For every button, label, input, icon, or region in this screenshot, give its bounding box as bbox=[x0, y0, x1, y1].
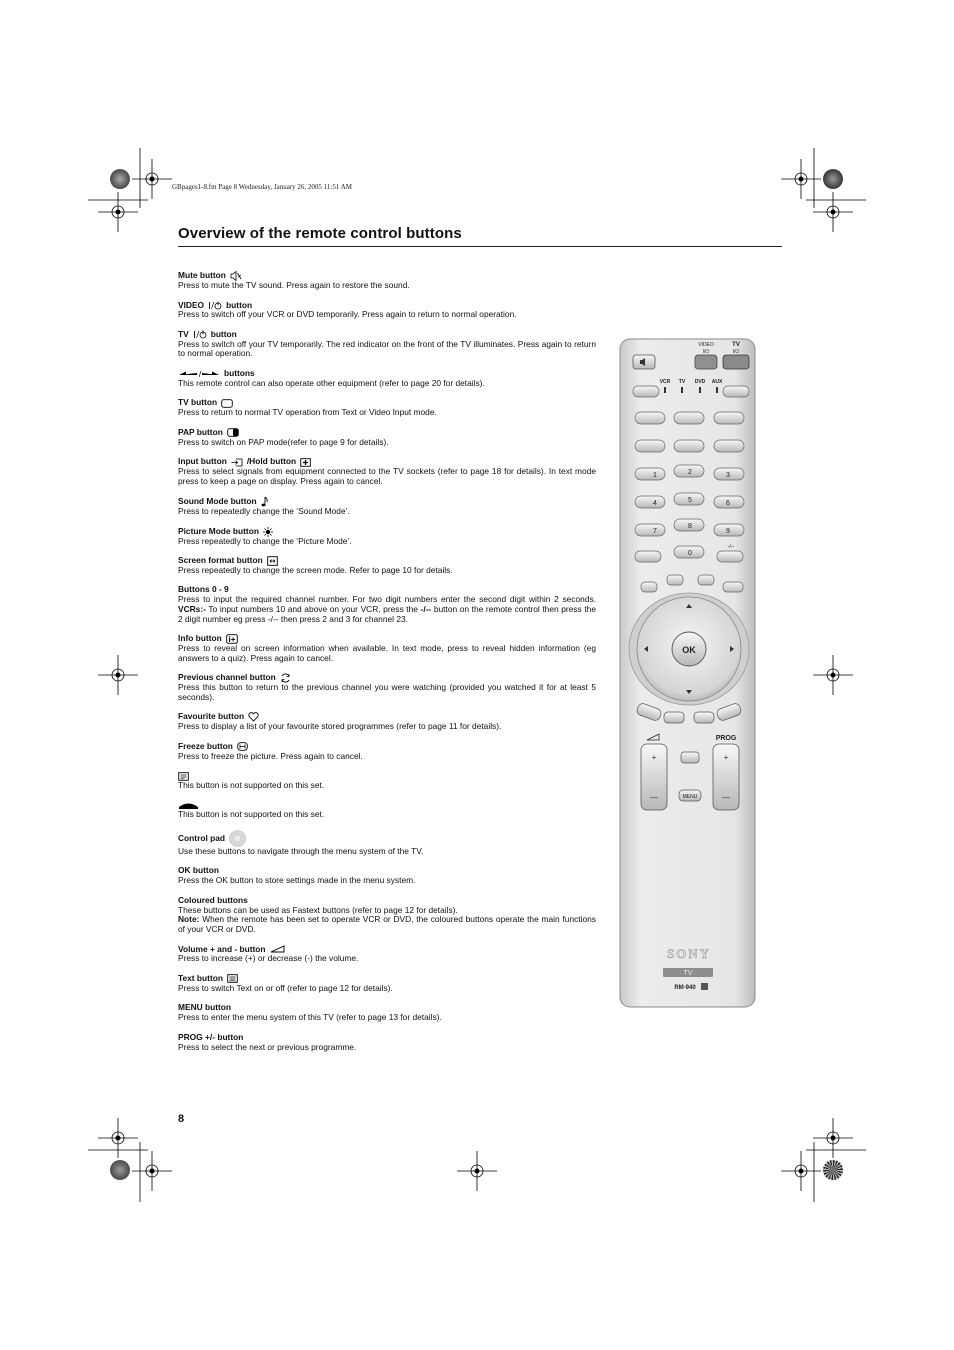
power-icon bbox=[193, 330, 207, 339]
entry-body: Press to mute the TV sound. Press again to restore the sound. bbox=[178, 280, 410, 290]
remote-sound-mode-button bbox=[635, 440, 665, 452]
entry-heading: PROG +/- button bbox=[178, 1031, 244, 1042]
entry-body: Press to enter the menu system of this TV (refer to page 13 for details). bbox=[178, 1012, 442, 1023]
entry-video-power bbox=[178, 300, 596, 320]
svg-text:i+: i+ bbox=[228, 635, 236, 645]
remote-dash-label: -/-- bbox=[727, 544, 735, 550]
remote-tv-label: TV bbox=[732, 342, 740, 348]
entry-heading: Previous channel button bbox=[178, 672, 276, 683]
volume-icon bbox=[270, 945, 285, 953]
color-disc-icon bbox=[823, 169, 843, 189]
entry-body: This button is not supported on this set. bbox=[178, 809, 325, 820]
entry-heading: Text button bbox=[178, 972, 223, 983]
remote-favourite-button bbox=[698, 575, 714, 585]
registration-mark-icon bbox=[98, 655, 138, 695]
remote-plus-label: + bbox=[651, 753, 657, 762]
body-text: button on the remote control then press the 2 digit number eg press -/-- then press 2 and 3 for channel 23. bbox=[178, 604, 596, 624]
registration-mark-icon bbox=[813, 192, 853, 232]
entry-heading-prefix: VIDEO bbox=[178, 299, 205, 310]
pap-icon bbox=[227, 428, 239, 437]
remote-digit-button bbox=[635, 468, 665, 480]
entry-picture-mode bbox=[178, 527, 596, 547]
entry-heading: MENU button bbox=[178, 1002, 232, 1013]
entry-tools bbox=[178, 800, 596, 820]
remote-source-label: TV bbox=[678, 379, 686, 385]
entry-ok bbox=[178, 866, 596, 886]
entry-heading: Coloured buttons bbox=[178, 894, 248, 905]
entry-heading: button bbox=[210, 328, 237, 339]
entry-heading: PAP button bbox=[178, 426, 223, 437]
remote-digit-button bbox=[635, 496, 665, 508]
body-bold: -/-- bbox=[420, 604, 432, 615]
remote-model: RM-940 bbox=[674, 985, 696, 991]
remote-source-label: AUX bbox=[711, 379, 723, 385]
body-bold: VCRs:- bbox=[178, 604, 206, 615]
entry-heading: Sound Mode button bbox=[178, 495, 257, 506]
text-icon bbox=[227, 974, 238, 983]
registration-mark-icon bbox=[813, 655, 853, 695]
entry-prog bbox=[178, 1033, 596, 1053]
remote-text-button bbox=[681, 752, 699, 763]
control-pad-icon bbox=[229, 830, 246, 847]
remote-digit-label: 2 bbox=[688, 469, 692, 476]
entry-body: Press to freeze the picture. Press again to cancel. bbox=[178, 750, 363, 761]
registration-mark-icon bbox=[98, 192, 138, 232]
entry-body: Press to switch Text on or off (refer to page 12 for details). bbox=[178, 982, 393, 993]
entry-body: Press to switch off your VCR or DVD temporarily. Press again to return to normal operation. bbox=[178, 309, 517, 320]
entry-heading: Freeze button bbox=[178, 740, 233, 751]
remote-picture-mode-button bbox=[674, 440, 704, 452]
registration-mark-icon bbox=[781, 1151, 821, 1191]
entry-favourite bbox=[178, 712, 596, 732]
remote-screen-format-button bbox=[714, 440, 744, 452]
remote-device-left-button bbox=[633, 386, 659, 397]
entry-body: Press to display a list of your favourite stored programmes (refer to page 11 for details). bbox=[178, 721, 502, 732]
remote-tv-button bbox=[635, 412, 665, 424]
remote-info-button bbox=[635, 551, 661, 562]
entry-heading: Buttons 0 - 9 bbox=[178, 584, 229, 595]
entry-body: Press to select the next or previous programme. bbox=[178, 1041, 357, 1052]
entry-freeze bbox=[178, 742, 596, 762]
print-header: GBpages1-8.fm Page 8 Wednesday, January 26, 2005 11:51 AM bbox=[172, 183, 352, 191]
color-disc-icon bbox=[110, 1160, 130, 1180]
remote-prev-channel-button bbox=[717, 551, 743, 562]
entry-body: Press to switch on PAP mode(refer to page 9 for details). bbox=[178, 436, 389, 447]
remote-plus-label: + bbox=[723, 753, 729, 762]
freeze-icon bbox=[237, 742, 248, 751]
remote-video-label: VIDEO bbox=[698, 342, 714, 348]
remote-digit-label: 8 bbox=[688, 523, 692, 530]
remote-menu-label: MENU bbox=[682, 794, 698, 800]
entry-body: Press to return to normal TV operation from Text or Video Input mode. bbox=[178, 407, 437, 418]
remote-power-symbol: I/⏻ bbox=[702, 349, 710, 355]
entry-heading: Info button bbox=[178, 633, 222, 644]
entry-device-select bbox=[178, 369, 596, 389]
entry-body: Press to increase (+) or decrease (-) the volume. bbox=[178, 953, 359, 964]
entry-body bbox=[178, 906, 596, 935]
remote-minus-label: — bbox=[722, 793, 730, 802]
remote-minus-label: — bbox=[650, 793, 658, 802]
remote-digit-label: 9 bbox=[726, 528, 730, 535]
entry-body: Press the OK button to store settings made in the menu system. bbox=[178, 875, 416, 886]
entry-heading: Favourite button bbox=[178, 711, 245, 722]
entry-guide bbox=[178, 771, 596, 791]
button-descriptions bbox=[178, 271, 596, 1062]
entry-body: Use these buttons to navigate through the menu system of the TV. bbox=[178, 845, 424, 856]
remote-ok-label: OK bbox=[682, 645, 696, 655]
remote-digit-label: 7 bbox=[653, 528, 657, 535]
remote-digit-label: 5 bbox=[688, 497, 692, 504]
remote-power-symbol: I/⏻ bbox=[732, 349, 740, 355]
entry-volume bbox=[178, 944, 596, 964]
entry-heading: button bbox=[226, 299, 253, 310]
entry-heading: Mute button bbox=[178, 270, 226, 281]
entry-tv-power bbox=[178, 330, 596, 359]
remote-tools-button bbox=[723, 582, 743, 592]
remote-tv-power-button bbox=[723, 355, 749, 369]
entry-heading-prefix: TV bbox=[178, 328, 189, 339]
entry-body: This remote control can also operate other equipment (refer to page 20 for details). bbox=[178, 377, 485, 388]
entry-body: Press to select signals from equipment connected to the TV sockets (refer to page 18 for details). In text mode press to keep a page on display. Press again to cancel. bbox=[178, 466, 596, 486]
remote-brand-sub: TV bbox=[683, 970, 693, 977]
entry-heading: OK button bbox=[178, 865, 219, 876]
entry-heading: TV button bbox=[178, 397, 218, 408]
entry-body: This button is not supported on this set. bbox=[178, 780, 325, 791]
remote-freeze-button bbox=[667, 575, 683, 585]
note-label: Note: bbox=[178, 914, 200, 925]
entry-body: Press repeatedly to change the screen mode. Refer to page 10 for details. bbox=[178, 564, 453, 575]
remote-video-power-button bbox=[695, 355, 717, 369]
body-text: These buttons can be used as Fastext buttons (refer to page 12 for details). bbox=[178, 904, 458, 915]
entry-text bbox=[178, 974, 596, 994]
entry-input-hold bbox=[178, 457, 596, 486]
entry-info bbox=[178, 634, 596, 663]
entry-mute bbox=[178, 271, 596, 291]
entry-body: Press to repeatedly change the ‘Sound Mode’. bbox=[178, 506, 350, 517]
entry-body: Press repeatedly to change the ‘Picture Mode’. bbox=[178, 535, 352, 546]
remote-prog-label: PROG bbox=[715, 735, 737, 742]
remote-input-button bbox=[714, 412, 744, 424]
entry-body bbox=[178, 595, 596, 624]
registration-mark-icon bbox=[132, 1151, 172, 1191]
entry-previous-channel bbox=[178, 673, 596, 702]
remote-digit-label: 1 bbox=[653, 472, 657, 479]
entry-heading: Volume + and - button bbox=[178, 943, 266, 954]
entry-body: Press this button to return to the previous channel you were watching (provided you watched it for at least 5 seconds). bbox=[178, 682, 596, 702]
entry-heading: Control pad bbox=[178, 832, 225, 843]
registration-mark-icon bbox=[457, 1151, 497, 1191]
registration-mark-icon bbox=[132, 159, 172, 199]
entry-heading: Input button bbox=[178, 456, 227, 467]
remote-source-label: DVD bbox=[694, 379, 706, 385]
color-disc-icon bbox=[110, 169, 130, 189]
page-number: 8 bbox=[178, 1113, 185, 1125]
entry-sound-mode bbox=[178, 496, 596, 517]
remote-model-square bbox=[701, 983, 708, 990]
title-rule bbox=[178, 246, 782, 247]
color-disc-icon bbox=[823, 1160, 843, 1180]
remote-pap-button bbox=[674, 412, 704, 424]
entry-body: Press to switch off your TV temporarily. The red indicator on the front of the TV illuminates. Press again to return to normal operation. bbox=[178, 338, 596, 359]
remote-digit-label: 4 bbox=[653, 500, 657, 507]
entry-screen-format bbox=[178, 556, 596, 576]
remote-digit-label: 0 bbox=[688, 550, 692, 557]
remote-brand: SONY bbox=[666, 946, 712, 961]
entry-heading-suffix: /Hold button bbox=[246, 456, 297, 467]
remote-guide-button bbox=[641, 582, 657, 592]
note-text: When the remote has been set to operate VCR or DVD, the coloured buttons operate the main functions of your VCR or DVD. bbox=[178, 914, 596, 935]
entry-heading: Picture Mode button bbox=[178, 525, 259, 536]
remote-colour-button-green bbox=[664, 712, 684, 723]
entry-body: Press to reveal on screen information when available. In text mode, press to reveal hidden information (eg answers to a quiz). Press again to cancel. bbox=[178, 643, 596, 663]
remote-digit-label: 3 bbox=[726, 472, 730, 479]
remote-digit-label: 6 bbox=[726, 500, 730, 507]
entry-heading: buttons bbox=[224, 368, 255, 379]
page-title: Overview of the remote control buttons bbox=[178, 225, 462, 242]
entry-menu bbox=[178, 1003, 596, 1023]
entry-pap bbox=[178, 428, 596, 448]
entry-tv bbox=[178, 398, 596, 418]
remote-control-illustration bbox=[619, 338, 756, 1008]
device-select-arrows-icon bbox=[178, 370, 220, 378]
remote-device-right-button bbox=[723, 386, 749, 397]
body-text: To input numbers 10 and above on your VCR, press the bbox=[205, 604, 421, 615]
remote-digit-button bbox=[635, 524, 665, 536]
entry-control-pad bbox=[178, 830, 596, 857]
entry-heading: Screen format button bbox=[178, 555, 263, 566]
entry-digits bbox=[178, 585, 596, 624]
remote-colour-button-yellow bbox=[694, 712, 714, 723]
entry-coloured-buttons bbox=[178, 896, 596, 935]
body-text: Press to input the required channel number. For two digit numbers enter the second digit within 2 seconds. bbox=[178, 594, 596, 605]
remote-source-label: VCR bbox=[659, 379, 671, 385]
